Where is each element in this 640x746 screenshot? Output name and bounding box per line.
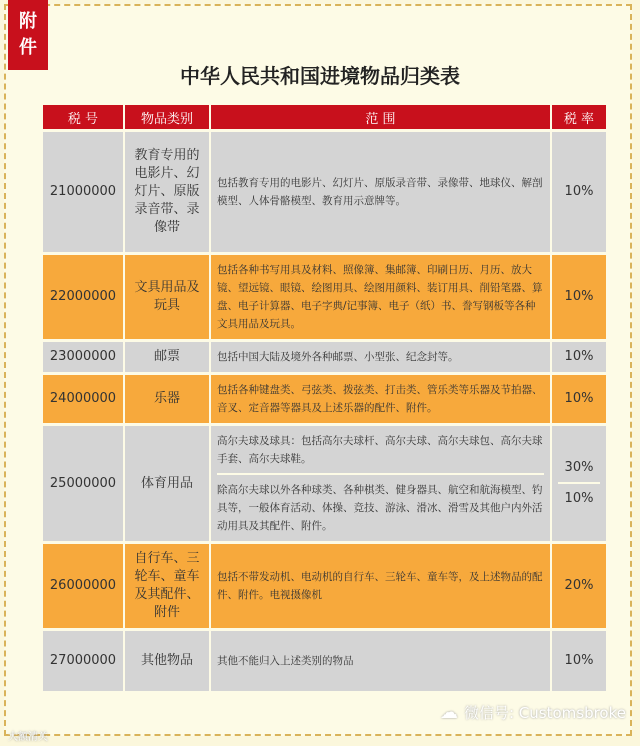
tax-rate-value: 10% (564, 391, 594, 406)
tax-rate-value: 10% (564, 349, 594, 364)
header-code: 税 号 (43, 105, 123, 129)
table-row (43, 631, 606, 691)
scope-cell (209, 426, 550, 541)
category-cell: 乐器 (123, 375, 209, 423)
tax-code-cell: 27000000 (43, 631, 123, 691)
scope-text: 除高尔夫球以外各种球类、各种棋类、健身器具、航空和航海模型、钓具等，一般体育活动、体操、竞技、游泳、滑冰、滑雪及其他户内外活动用具及其配件、附件。 (217, 473, 544, 537)
scope-cell (209, 255, 550, 339)
scope-text: 包括教育专用的电影片、幻灯片、原版录音带、录像带、地球仪、解剖模型、人体骨骼模型、教育用示意牌等。 (217, 177, 543, 207)
table-row (43, 132, 606, 252)
tax-code-cell: 26000000 (43, 544, 123, 628)
tax-code-cell: 24000000 (43, 375, 123, 423)
scope-cell (209, 544, 550, 628)
watermark-text: 微信号: Customsbroke (463, 704, 626, 722)
scope-cell (209, 375, 550, 423)
category-cell: 邮票 (123, 342, 209, 372)
table-row (43, 426, 606, 541)
wechat-icon: ☁ (439, 702, 458, 723)
scope-text: 包括各种键盘类、弓弦类、拨弦类、打击类、管乐类等乐器及节拍器、音叉、定音器等器具及上述乐器的配件、附件。 (217, 384, 543, 414)
scope-cell (209, 132, 550, 252)
tax-rate-value: 10% (564, 289, 594, 304)
tax-rate-cell (550, 255, 606, 339)
scope-text: 包括各种书写用具及材料、照像簿、集邮簿、印刷日历、月历、放大镜、望远镜、眼镜、绘图用具、绘图用颜料、装订用具、削铅笔器、算盘、电子计算器、电子字典/记事簿、电子（纸）书、誊写钢板等各种文具用品及玩具。 (217, 264, 543, 330)
category-cell: 体育用品 (123, 426, 209, 541)
scope-text: 包括不带发动机、电动机的自行车、三轮车、童车等，及上述物品的配件、附件。电视摄像机 (217, 571, 543, 601)
scope-cell (209, 631, 550, 691)
tax-rate-value: 20% (564, 578, 594, 593)
tax-code-cell: 25000000 (43, 426, 123, 541)
table-row (43, 544, 606, 628)
category-cell: 自行车、三轮车、童车及其配件、附件 (123, 544, 209, 628)
scope-text: 包括中国大陆及境外各种邮票、小型张、纪念封等。 (217, 351, 459, 363)
header-rate: 税 率 (550, 105, 606, 129)
header-category: 物品类别 (123, 105, 209, 129)
tax-code-cell: 22000000 (43, 255, 123, 339)
tax-rate-cell (550, 132, 606, 252)
table-header-row (43, 105, 606, 129)
classification-table (43, 102, 606, 694)
tax-rate-value: 10% (558, 482, 600, 510)
tax-rate-cell (550, 544, 606, 628)
tax-code-cell: 21000000 (43, 132, 123, 252)
category-cell: 教育专用的电影片、幻灯片、原版录音带、录像带 (123, 132, 209, 252)
tag-char-1: 附 (19, 11, 37, 32)
tax-rate-value: 10% (564, 653, 594, 668)
table-row (43, 375, 606, 423)
category-cell: 其他物品 (123, 631, 209, 691)
tax-code-cell: 23000000 (43, 342, 123, 372)
corner-watermark: 大额清关 (8, 732, 48, 743)
tax-rate-value: 30% (564, 460, 594, 475)
page-title: 中华人民共和国进境物品归类表 (180, 64, 460, 88)
table-row (43, 255, 606, 339)
tax-rate-cell (550, 375, 606, 423)
scope-text: 高尔夫球及球具：包括高尔夫球杆、高尔夫球、高尔夫球包、高尔夫球手套、高尔夫球鞋。 (217, 435, 543, 465)
tax-rate-cell (550, 342, 606, 372)
scope-text: 其他不能归入上述类别的物品 (217, 655, 354, 667)
tax-rate-cell (550, 631, 606, 691)
category-cell: 文具用品及玩具 (123, 255, 209, 339)
wechat-watermark (440, 702, 626, 723)
scope-cell (209, 342, 550, 372)
tax-rate-value: 10% (564, 184, 594, 199)
tax-rate-cell (550, 426, 606, 541)
header-scope: 范 围 (209, 105, 550, 129)
table-row (43, 342, 606, 372)
tag-char-2: 件 (19, 37, 37, 58)
